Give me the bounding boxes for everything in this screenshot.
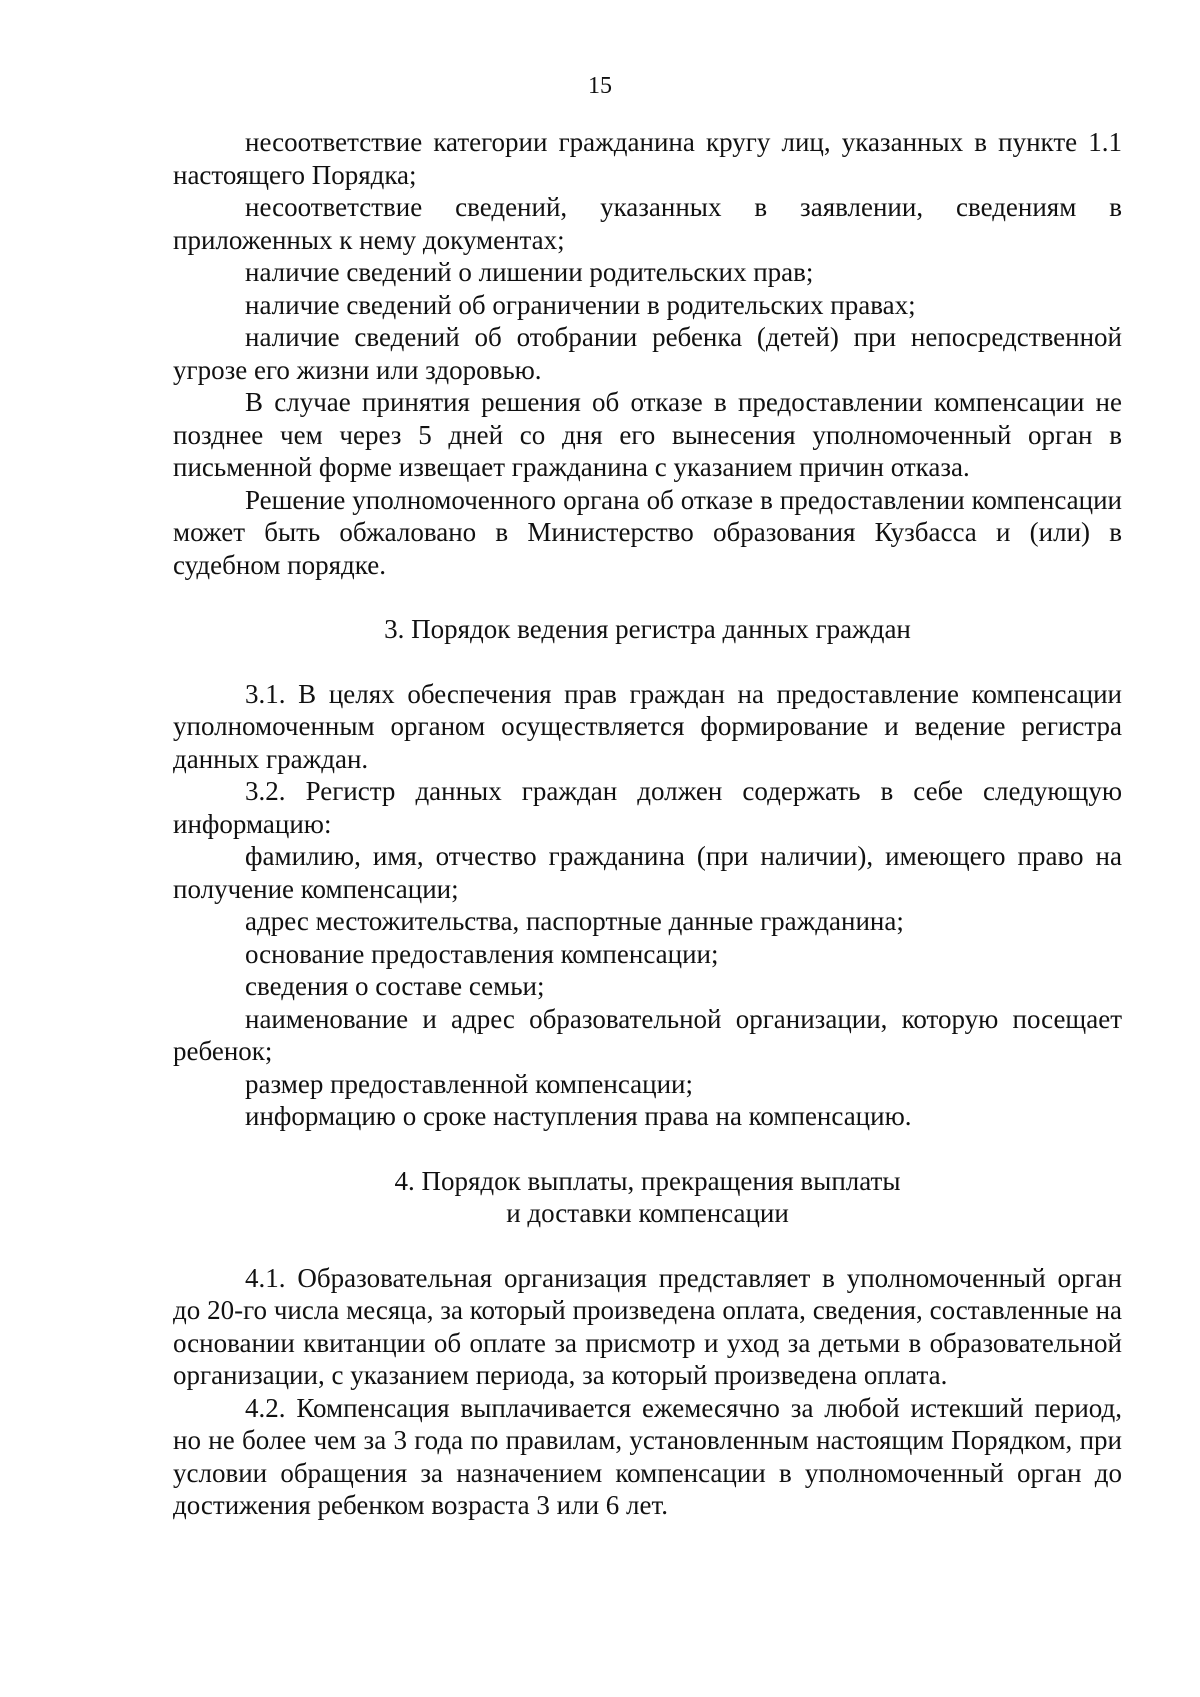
paragraph: основание предоставления компенсации; — [245, 938, 719, 969]
paragraph: несоответствие категории гражданина кругу лиц, указанных в пункте 1.1 настоящего Порядка; — [173, 127, 1122, 190]
paragraph: сведения о составе семьи; — [245, 971, 545, 1001]
paragraph: фамилию, имя, отчество гражданина (при наличии), имеющего право на получение компенсации; — [173, 841, 1122, 904]
paragraph: несоответствие сведений, указанных в заявлении, сведениям в приложенных к нему документах; — [173, 192, 1122, 255]
section-heading-3: 3. Порядок ведения регистра данных граждан — [384, 614, 911, 644]
section-heading-4-line2: и доставки компенсации — [506, 1198, 789, 1228]
paragraph: адрес местожительства, паспортные данные гражданина; — [245, 906, 904, 936]
section-heading-4 — [173, 1165, 1122, 1230]
page-number: 15 — [588, 73, 612, 99]
paragraph: В случае принятия решения об отказе в предоставлении компенсации не позднее чем через 5 дней со дня его вынесения уполномоченный орган в письменной форме извещает гражданина с указанием причин отказа. — [173, 387, 1122, 482]
paragraph: 3.1. В целях обеспечения прав граждан на предоставление компенсации уполномоченным органом осуществляется формирование и ведение регистра данных граждан. — [173, 678, 1122, 774]
paragraph: 4.1. Образовательная организация представляет в уполномоченный орган до 20-го числа месяца, за который произведена оплата, сведения, составленные на основании квитанции об оплате за присмотр и уход за детьми в образовательной организации, с указанием периода, за который произведена оплата. — [173, 1262, 1122, 1390]
paragraph: Решение уполномоченного органа об отказе в предоставлении компенсации может быть обжаловано в Министерство образования Кузбасса и (или) в судебном порядке. — [173, 484, 1122, 580]
section-heading-4-line1: 4. Порядок выплаты, прекращения выплаты — [394, 1165, 901, 1196]
paragraph: размер предоставленной компенсации; — [245, 1068, 693, 1099]
paragraph: наименование и адрес образовательной организации, которую посещает ребенок; — [173, 1003, 1122, 1066]
paragraph: информацию о сроке наступления права на компенсацию. — [245, 1101, 912, 1131]
paragraph: наличие сведений об отобрании ребенка (детей) при непосредственной угрозе его жизни или здоровью. — [173, 322, 1122, 385]
document-body — [173, 126, 1122, 1522]
paragraph: 4.2. Компенсация выплачивается ежемесячно за любой истекший период, но не более чем за 3 года по правилам, установленным настоящим Порядком, при условии обращения за назначением компенсации в уполномоченный орган до достижения ребенком возраста 3 или 6 лет. — [173, 1392, 1122, 1520]
paragraph: наличие сведений об ограничении в родительских правах; — [245, 289, 916, 320]
paragraph: наличие сведений о лишении родительских прав; — [245, 257, 814, 287]
paragraph: 3.2. Регистр данных граждан должен содержать в себе следующую информацию: — [173, 776, 1122, 839]
